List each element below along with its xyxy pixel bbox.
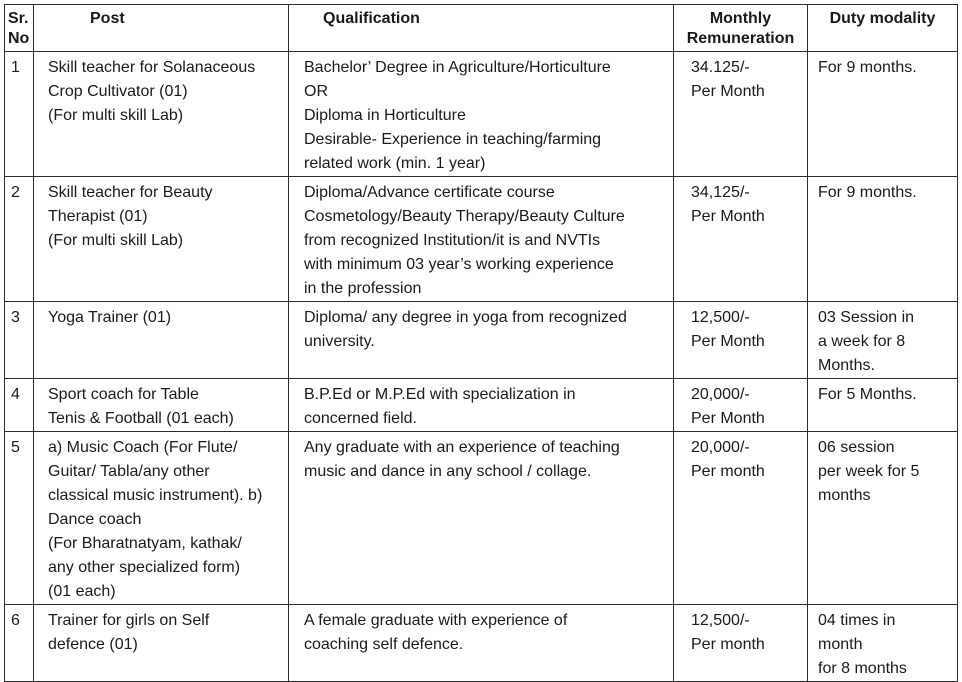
cell-duty-modality-line: For 9 months. (818, 59, 917, 76)
header-qualification: Qualification (289, 5, 674, 52)
cell-qualification-line: university. (304, 333, 375, 350)
cell-qualification-line: B.P.Ed or M.P.Ed with specialization in (304, 386, 576, 403)
cell-qualification-line: related work (min. 1 year) (304, 155, 486, 172)
header-remuneration (674, 5, 808, 52)
table-row (5, 52, 958, 177)
cell-remuneration-line: 20,000/- (691, 386, 750, 403)
header-remuneration-line1: Monthly (709, 10, 772, 27)
cell-qualification (289, 302, 674, 379)
cell-post-line: (01 each) (48, 583, 116, 600)
cell-post-line: classical music instrument). b) (48, 487, 263, 504)
cell-qualification (289, 432, 674, 605)
table-row (5, 432, 958, 605)
table-body (5, 52, 958, 682)
table-row (5, 177, 958, 302)
cell-qualification-line: A female graduate with experience of (304, 612, 568, 629)
cell-remuneration-line: 34,125/- (691, 184, 750, 201)
cell-duty-modality-line: for 8 months (818, 660, 907, 677)
cell-sr-no: 2 (5, 177, 34, 302)
cell-post (34, 52, 289, 177)
cell-post-line: Dance coach (48, 511, 142, 528)
cell-duty-modality-line: 06 session (818, 439, 895, 456)
cell-post-line: defence (01) (48, 636, 138, 653)
cell-remuneration (674, 432, 808, 605)
cell-post-line: any other specialized form) (48, 559, 241, 576)
cell-qualification-line: Desirable- Experience in teaching/farming (304, 131, 602, 148)
header-sr-no (5, 5, 34, 52)
cell-post-line: Sport coach for Table (48, 386, 199, 403)
cell-post-line: Yoga Trainer (01) (48, 309, 172, 326)
cell-post (34, 605, 289, 682)
cell-duty-modality-line: 04 times in (818, 612, 896, 629)
cell-remuneration-line: Per month (691, 463, 765, 480)
header-row (5, 5, 958, 52)
cell-duty-modality-line: a week for 8 (818, 333, 906, 350)
cell-qualification-line: with minimum 03 year’s working experience (304, 256, 614, 273)
cell-qualification-line: Diploma in Horticulture (304, 107, 466, 124)
cell-post-line: Skill teacher for Beauty (48, 184, 213, 201)
header-post: Post (34, 5, 289, 52)
cell-duty-modality (808, 379, 958, 432)
cell-post-line: Therapist (01) (48, 208, 148, 225)
cell-post-line: Guitar/ Tabla/any other (48, 463, 210, 480)
cell-duty-modality (808, 605, 958, 682)
table-row (5, 605, 958, 682)
cell-qualification (289, 379, 674, 432)
cell-post-line: (For multi skill Lab) (48, 107, 184, 124)
cell-duty-modality-line: months (818, 487, 871, 504)
cell-remuneration-line: Per Month (691, 410, 765, 427)
cell-post (34, 302, 289, 379)
cell-post (34, 432, 289, 605)
cell-duty-modality (808, 302, 958, 379)
cell-qualification (289, 177, 674, 302)
cell-duty-modality-line: Months. (818, 357, 875, 374)
cell-post-line: Crop Cultivator (01) (48, 83, 188, 100)
header-duty-modality: Duty modality (808, 5, 958, 52)
cell-duty-modality-line: per week for 5 (818, 463, 920, 480)
cell-qualification-line: Cosmetology/Beauty Therapy/Beauty Culture (304, 208, 625, 225)
cell-post (34, 177, 289, 302)
cell-post-line: a) Music Coach (For Flute/ (48, 439, 238, 456)
cell-post-line: Trainer for girls on Self (48, 612, 210, 629)
table-row (5, 379, 958, 432)
cell-qualification-line: music and dance in any school / collage. (304, 463, 592, 480)
cell-qualification-line: Diploma/ any degree in yoga from recognized (304, 309, 627, 326)
cell-qualification-line: Any graduate with an experience of teaching (304, 439, 620, 456)
cell-post-line: (For multi skill Lab) (48, 232, 184, 249)
cell-qualification (289, 52, 674, 177)
cell-qualification-line: OR (304, 83, 328, 100)
cell-qualification-line: Bachelor’ Degree in Agriculture/Horticulture (304, 59, 611, 76)
cell-duty-modality-line: For 5 Months. (818, 386, 917, 403)
cell-remuneration-line: 12,500/- (691, 612, 750, 629)
cell-remuneration-line: 34.125/- (691, 59, 750, 76)
cell-remuneration-line: Per Month (691, 208, 765, 225)
cell-duty-modality-line: 03 Session in (818, 309, 915, 326)
cell-duty-modality (808, 177, 958, 302)
cell-sr-no: 5 (5, 432, 34, 605)
cell-post-line: Skill teacher for Solanaceous (48, 59, 256, 76)
cell-remuneration-line: 20,000/- (691, 439, 750, 456)
cell-post (34, 379, 289, 432)
cell-duty-modality (808, 52, 958, 177)
cell-remuneration-line: Per Month (691, 83, 765, 100)
cell-sr-no: 1 (5, 52, 34, 177)
header-sr-line1: Sr. (8, 10, 29, 27)
cell-qualification-line: in the profession (304, 280, 422, 297)
cell-duty-modality-line: For 9 months. (818, 184, 917, 201)
cell-remuneration (674, 177, 808, 302)
cell-qualification-line: concerned field. (304, 410, 417, 427)
cell-remuneration-line: Per Month (691, 333, 765, 350)
header-sr-line2: No (8, 30, 30, 47)
cell-remuneration (674, 605, 808, 682)
recruitment-table-container (4, 4, 958, 682)
cell-remuneration-line: 12,500/- (691, 309, 750, 326)
cell-remuneration (674, 52, 808, 177)
cell-duty-modality-line: month (818, 636, 863, 653)
cell-qualification-line: Diploma/Advance certificate course (304, 184, 555, 201)
cell-post-line: Tenis & Football (01 each) (48, 410, 234, 427)
cell-remuneration (674, 379, 808, 432)
cell-qualification (289, 605, 674, 682)
cell-remuneration (674, 302, 808, 379)
cell-sr-no: 4 (5, 379, 34, 432)
cell-sr-no: 6 (5, 605, 34, 682)
cell-duty-modality (808, 432, 958, 605)
recruitment-table (4, 4, 958, 682)
cell-qualification-line: from recognized Institution/it is and NVTIs (304, 232, 601, 249)
header-remuneration-line2: Remuneration (686, 30, 795, 47)
table-row (5, 302, 958, 379)
cell-remuneration-line: Per month (691, 636, 765, 653)
cell-sr-no: 3 (5, 302, 34, 379)
cell-qualification-line: coaching self defence. (304, 636, 464, 653)
cell-post-line: (For Bharatnatyam, kathak/ (48, 535, 242, 552)
